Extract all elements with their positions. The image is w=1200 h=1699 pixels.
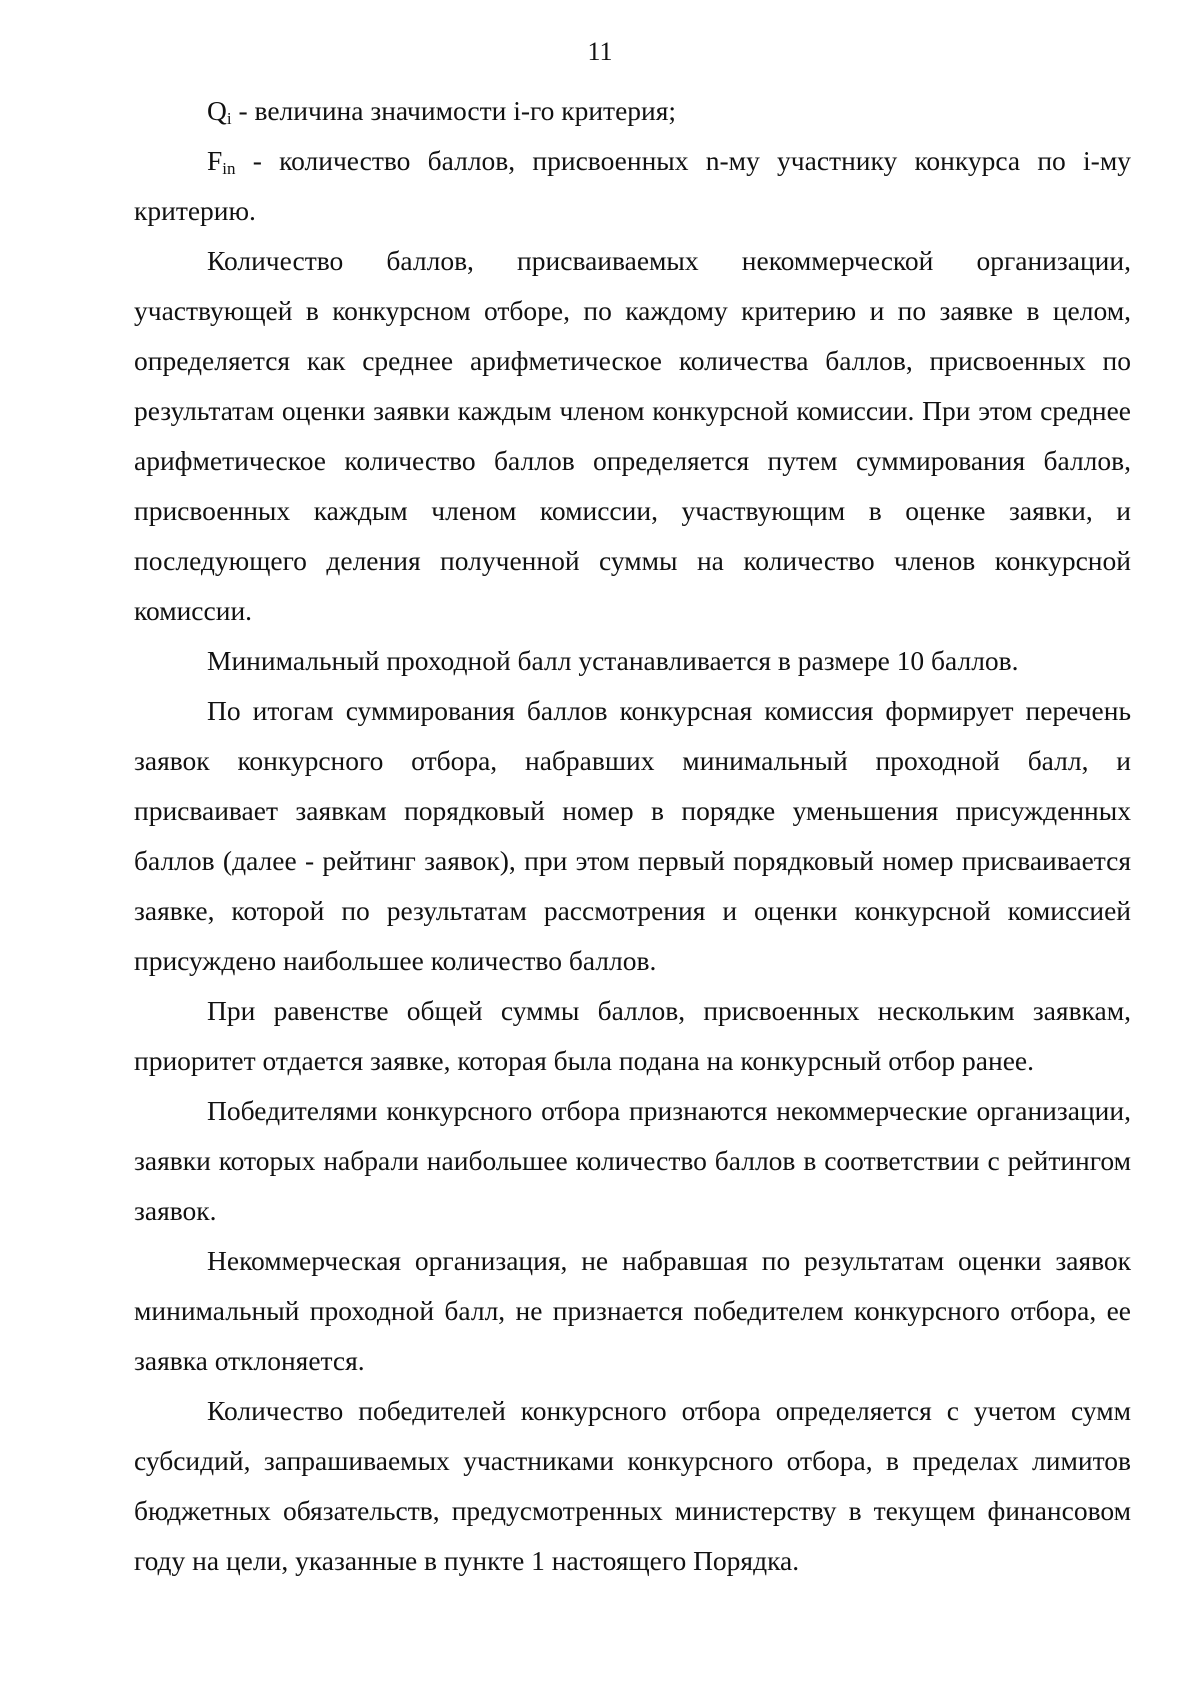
paragraph-equal-scores: При равенстве общей суммы баллов, присвоенных нескольким заявкам, приоритет отдается заявке, которая была подана на конкурсный отбор ранее. — [134, 995, 1131, 1076]
paragraph-winners: Победителями конкурсного отбора признаются некоммерческие организации, заявки которых набрали наибольшее количество баллов в соответствии с рейтингом заявок. — [134, 1095, 1131, 1226]
definition-f-text: - количество баллов, присвоенных n-му участнику конкурса по i-му критерию. — [134, 145, 1131, 226]
paragraph-winner-count: Количество победителей конкурсного отбора определяется с учетом сумм субсидий, запрашиваемых участниками конкурсного отбора, в пределах лимитов бюджетных обязательств, предусмотренных министерству в текущем финансовом году на цели, указанные в пункте 1 настоящего Порядка. — [134, 1395, 1131, 1576]
symbol-q: Q — [207, 95, 227, 126]
subscript-i: i — [226, 109, 232, 128]
document-body — [134, 86, 1131, 1586]
paragraph-rating: По итогам суммирования баллов конкурсная комиссия формирует перечень заявок конкурсного отбора, набравших минимальный проходной балл, и присваивает заявкам порядковый номер в порядке уменьшения присужденных баллов (далее - рейтинг заявок), при этом первый порядковый номер присваивается заявке, которой по результатам рассмотрения и оценки конкурсной комиссией присуждено наибольшее количество баллов. — [134, 695, 1131, 976]
subscript-in: in — [222, 159, 236, 178]
definition-q-text: - величина значимости i-го критерия; — [231, 95, 677, 126]
definition-f-in — [134, 136, 1131, 236]
paragraph-rejection: Некоммерческая организация, не набравшая по результатам оценки заявок минимальный проходной балл, не признается победителем конкурсного отбора, ее заявка отклоняется. — [134, 1245, 1131, 1376]
page-number: 11 — [587, 37, 613, 66]
paragraph-minimum-score: Минимальный проходной балл устанавливается в размере 10 баллов. — [207, 645, 1019, 676]
symbol-f: F — [207, 145, 223, 176]
definition-q-i — [134, 86, 1131, 136]
paragraph-score-calculation: Количество баллов, присваиваемых некоммерческой организации, участвующей в конкурсном отборе, по каждому критерию и по заявке в целом, определяется как среднее арифметическое количества баллов, присвоенных по результатам оценки заявки каждым членом конкурсной комиссии. При этом среднее арифметическое количество баллов определяется путем суммирования баллов, присвоенных каждым членом комиссии, участвующим в оценке заявки, и последующего деления полученной суммы на количество членов конкурсной комиссии. — [134, 245, 1131, 626]
